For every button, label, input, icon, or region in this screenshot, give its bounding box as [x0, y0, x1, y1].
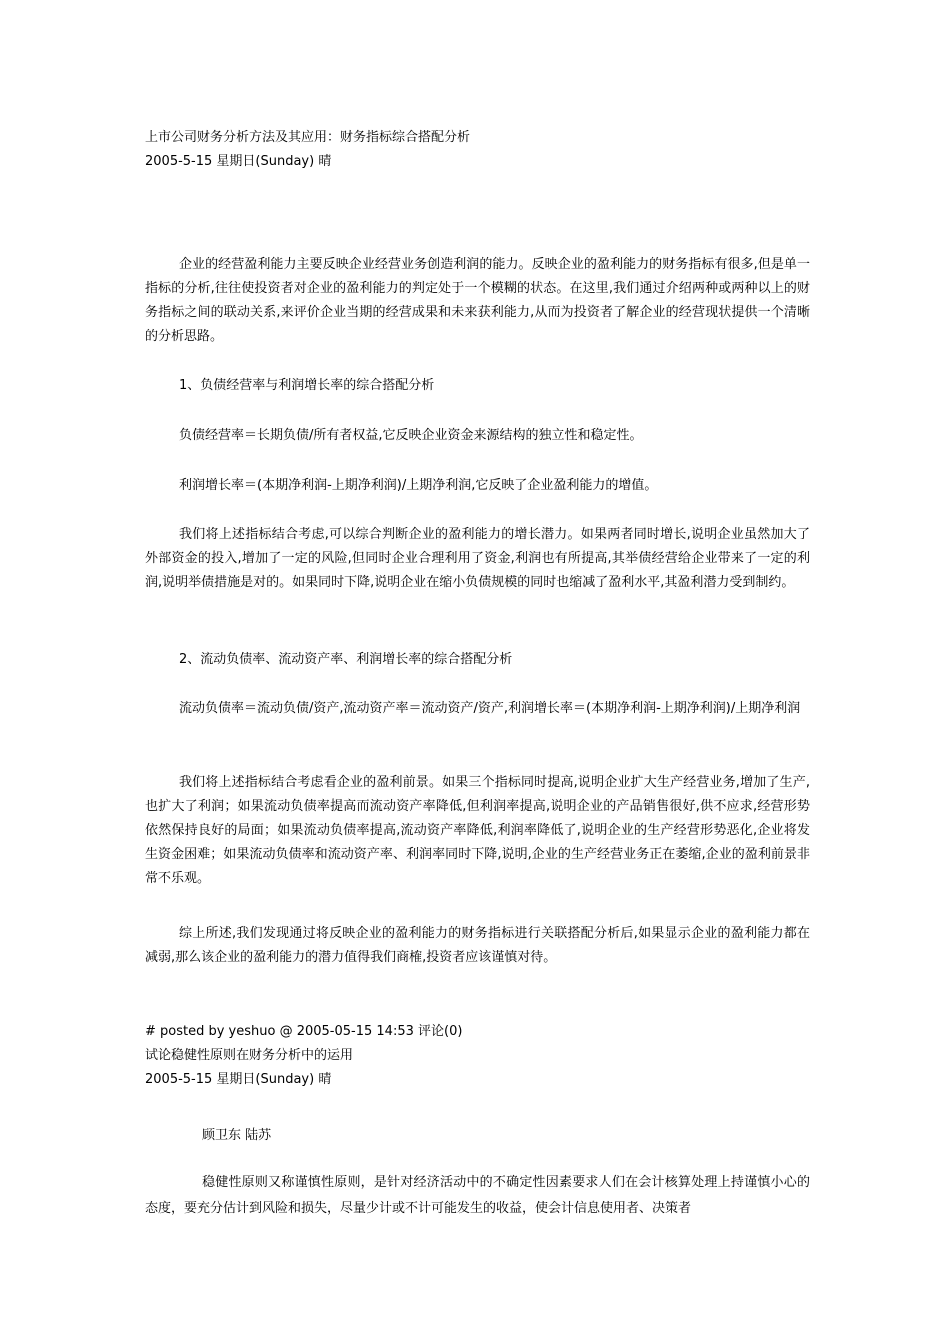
section-heading: 1、负债经营率与利润增长率的综合搭配分析 [179, 378, 435, 393]
body-paragraph: 我们将上述指标结合考虑,可以综合判断企业的盈利能力的增长潜力。如果两者同时增长,说明企业虽然加大了外部资金的投入,增加了一定的风险,但同时企业合理利用了资金,利润也有所提高,其举债经营给企业带来了一定的利润,说明举债措施是对的。如果同时下降,说明企业在缩小负债规模的同时也缩减了盈利水平,其盈利潜力受到制约。 [145, 527, 810, 590]
formula-paragraph: 流动负债率＝流动负债/资产,流动资产率＝流动资产/资产,利润增长率＝(本期净利润-上期净利润)/上期净利润 [179, 701, 801, 716]
body-paragraph: 综上所述,我们发现通过将反映企业的盈利能力的财务指标进行关联搭配分析后,如果显示企业的盈利能力都在减弱,那么该企业的盈利能力的潜力值得我们商榷,投资者应该谨慎对待。 [145, 926, 810, 965]
body-paragraph: 稳健性原则又称谨慎性原则，是针对经济活动中的不确定性因素要求人们在会计核算处理上持谨慎小心的态度，要充分估计到风险和损失，尽量少计或不计可能发生的收益，使会计信息使用者、决策者 [145, 1175, 810, 1216]
body-paragraph: 我们将上述指标结合考虑看企业的盈利前景。如果三个指标同时提高,说明企业扩大生产经营业务,增加了生产,也扩大了利润；如果流动负债率提高而流动资产率降低,但利润率提高,说明企业的产品销售很好,供不应求,经营形势依然保持良好的局面；如果流动负债率提高,流动资产率降低,利润率降低了,说明企业的生产经营形势恶化,企业将发生资金困难；如果流动负债率和流动资产率、利润率同时下降,说明,企业的生产经营业务正在萎缩,企业的盈利前景非常不乐观。 [145, 775, 810, 886]
body-paragraph: 企业的经营盈利能力主要反映企业经营业务创造利润的能力。反映企业的盈利能力的财务指标有很多,但是单一指标的分析,往往使投资者对企业的盈利能力的判定处于一个模糊的状态。在这里,我们通过介绍两种或两种以上的财务指标之间的联动关系,来评价企业当期的经营成果和未来获利能力,从而为投资者了解企业的经营现状提供一个清晰的分析思路。 [145, 257, 810, 344]
formula-paragraph: 负债经营率＝长期负债/所有者权益,它反映企业资金来源结构的独立性和稳定性。 [179, 428, 643, 443]
post-title: 试论稳健性原则在财务分析中的运用 [145, 1048, 354, 1063]
formula-paragraph: 利润增长率＝(本期净利润-上期净利润)/上期净利润,它反映了企业盈利能力的增值。 [179, 478, 658, 493]
post-date: 2005-5-15 星期日(Sunday) 晴 [145, 154, 332, 169]
author-line: 顾卫东 陆苏 [202, 1128, 272, 1143]
post-footer: # posted by yeshuo @ 2005-05-15 14:53 评论(0) [145, 1024, 463, 1039]
post-date: 2005-5-15 星期日(Sunday) 晴 [145, 1072, 332, 1087]
section-heading: 2、流动负债率、流动资产率、利润增长率的综合搭配分析 [179, 652, 513, 667]
post-title: 上市公司财务分析方法及其应用：财务指标综合搭配分析 [145, 130, 471, 145]
